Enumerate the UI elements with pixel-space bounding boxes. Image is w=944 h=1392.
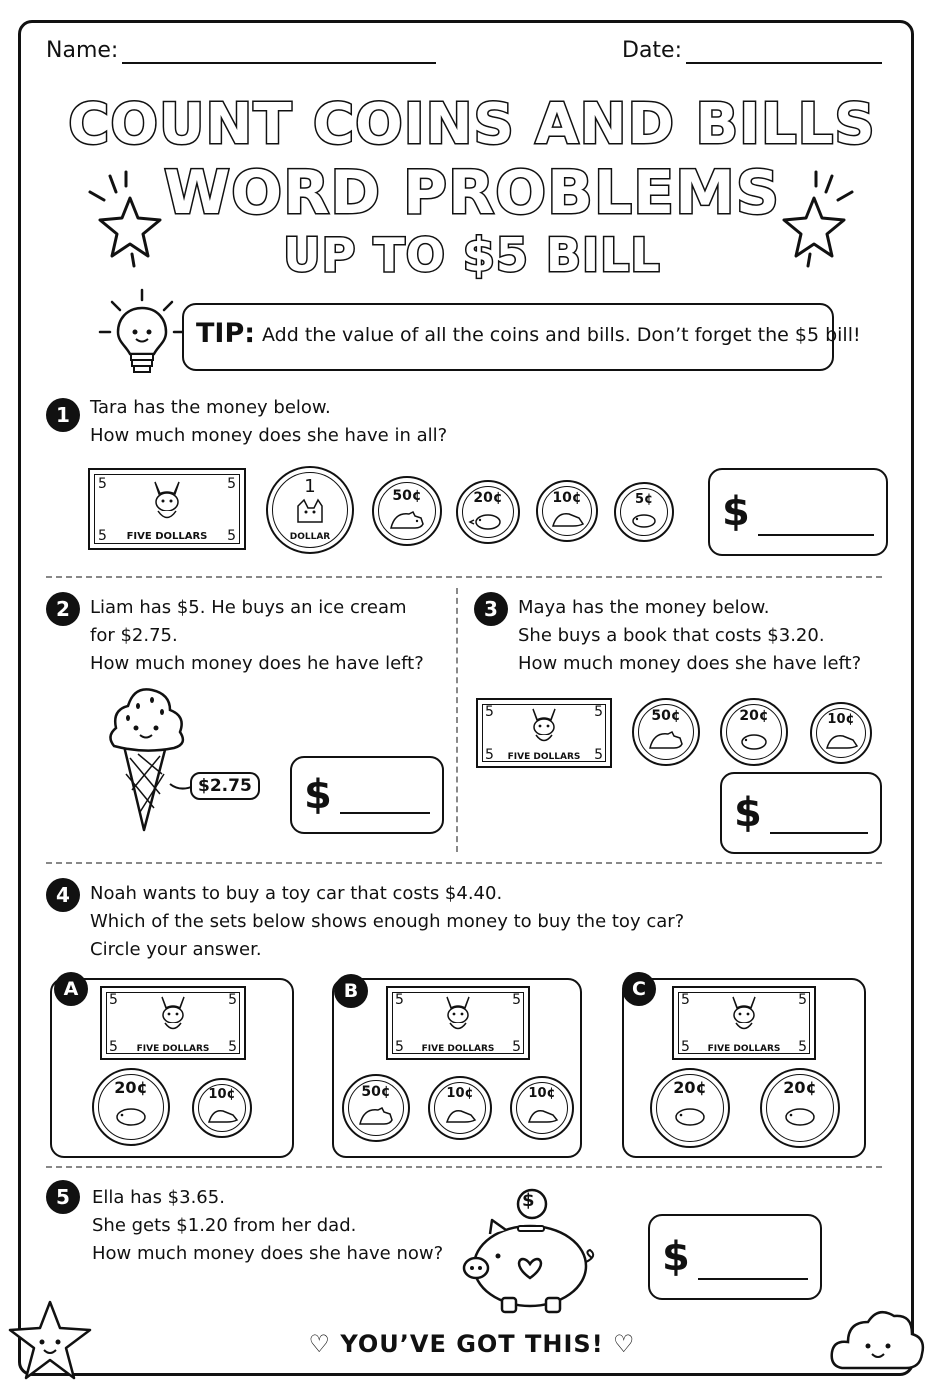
coin-50-cents: 50¢ bbox=[342, 1074, 410, 1142]
coin-50-cents: 50¢ bbox=[372, 476, 442, 546]
tip-label: TIP: bbox=[196, 318, 256, 349]
question-number-2: 2 bbox=[46, 592, 80, 626]
title-line-2: WORD PROBLEMS bbox=[163, 158, 781, 228]
divider bbox=[46, 576, 882, 578]
coin-20-cents: 20¢ bbox=[92, 1068, 170, 1146]
question-4-line-1: Noah wants to buy a toy car that costs $4.40. bbox=[90, 883, 503, 904]
question-number-5: 5 bbox=[46, 1180, 80, 1214]
five-dollar-bill: 5 5 5 5 FIVE DOLLARS bbox=[476, 698, 612, 768]
question-2-line-1: Liam has $5. He buys an ice cream bbox=[90, 597, 407, 618]
lightbulb-icon bbox=[98, 288, 184, 382]
question-number-3: 3 bbox=[474, 592, 508, 626]
star-icon-left bbox=[88, 170, 168, 270]
question-4-line-3: Circle your answer. bbox=[90, 939, 262, 960]
five-dollar-bill: 5 5 5 5 FIVE DOLLARS bbox=[88, 468, 246, 550]
question-number-1: 1 bbox=[46, 398, 80, 432]
echidna-icon bbox=[525, 1105, 559, 1125]
kangaroo-icon bbox=[526, 706, 562, 746]
title-line-3: UP TO $5 BILL bbox=[283, 228, 661, 282]
platypus-icon bbox=[778, 1104, 822, 1128]
option-b-badge: B bbox=[334, 974, 368, 1008]
title-line-1: COUNT COINS AND BILLS bbox=[68, 92, 876, 157]
question-3-line-1: Maya has the money below. bbox=[518, 597, 770, 618]
question-number-4: 4 bbox=[46, 878, 80, 912]
coin-50-cents: 50¢ bbox=[632, 698, 700, 766]
kangaroo-icon bbox=[440, 994, 476, 1034]
platypus-icon bbox=[734, 730, 774, 752]
platypus-icon bbox=[109, 1104, 153, 1128]
coin-10-cents: 10¢ bbox=[428, 1076, 492, 1140]
divider bbox=[46, 1166, 882, 1168]
tip-text: Add the value of all the coins and bills. Don’t forget the $5 bill! bbox=[262, 324, 861, 346]
answer-box-1[interactable]: $ bbox=[708, 468, 888, 556]
five-dollar-bill: 5 5 5 5 FIVE DOLLARS bbox=[672, 986, 816, 1060]
kangaroo-icon bbox=[147, 478, 187, 524]
question-5-line-2: She gets $1.20 from her dad. bbox=[92, 1215, 357, 1236]
platypus-icon bbox=[668, 1104, 712, 1128]
question-4-line-2: Which of the sets below shows enough money to buy the toy car? bbox=[90, 911, 685, 932]
price-tag: $2.75 bbox=[190, 772, 260, 800]
question-2-text bbox=[90, 594, 424, 678]
answer-box-2[interactable]: $ bbox=[290, 756, 444, 834]
question-2-line-3: How much money does he have left? bbox=[90, 653, 424, 674]
question-3-text bbox=[518, 594, 861, 678]
question-5-text bbox=[92, 1184, 443, 1268]
echidna-icon bbox=[549, 508, 585, 530]
divider-vertical bbox=[456, 588, 458, 852]
piggy-coin-symbol: $ bbox=[522, 1190, 535, 1211]
question-5-line-1: Ella has $3.65. bbox=[92, 1187, 225, 1208]
echidna-icon bbox=[205, 1105, 239, 1125]
coin-20-cents: 20¢ bbox=[760, 1068, 840, 1148]
hedgehog-icon bbox=[356, 1106, 396, 1128]
star-icon-right bbox=[774, 170, 854, 270]
coin-20-cents: 20¢ bbox=[456, 480, 520, 544]
option-a-badge: A bbox=[54, 972, 88, 1006]
coin-5-cents: 5¢ bbox=[614, 482, 674, 542]
footer-message: ♡ YOU’VE GOT THIS! ♡ bbox=[308, 1330, 636, 1358]
echidna-icon bbox=[443, 1105, 477, 1125]
coin-10-cents: 10¢ bbox=[810, 702, 872, 764]
question-3-line-3: How much money does she have left? bbox=[518, 653, 862, 674]
ice-cream-icon bbox=[104, 684, 190, 834]
date-field[interactable] bbox=[686, 62, 882, 64]
echidna-icon bbox=[823, 730, 859, 752]
question-2-line-2: for $2.75. bbox=[90, 625, 178, 646]
date-label: Date: bbox=[622, 38, 682, 63]
kangaroo-icon bbox=[726, 994, 762, 1034]
five-dollar-bill: 5 5 5 5 FIVE DOLLARS bbox=[386, 986, 530, 1060]
option-c-badge: C bbox=[622, 972, 656, 1006]
name-field[interactable] bbox=[122, 62, 436, 64]
question-1-line-2: How much money does she have in all? bbox=[90, 425, 448, 446]
coin-20-cents: 20¢ bbox=[720, 698, 788, 766]
divider bbox=[46, 862, 882, 864]
five-dollar-bill: 5 5 5 5 FIVE DOLLARS bbox=[100, 986, 246, 1060]
coin-20-cents: 20¢ bbox=[650, 1068, 730, 1148]
platypus-icon bbox=[626, 510, 662, 530]
hedgehog-icon bbox=[646, 730, 686, 752]
coin-10-cents: 10¢ bbox=[510, 1076, 574, 1140]
kangaroo-icon bbox=[155, 994, 191, 1034]
answer-box-5[interactable]: $ bbox=[648, 1214, 822, 1300]
name-label: Name: bbox=[46, 38, 119, 63]
question-4-text bbox=[90, 880, 684, 964]
question-3-line-2: She buys a book that costs $3.20. bbox=[518, 625, 825, 646]
coin-10-cents: 10¢ bbox=[192, 1078, 252, 1138]
answer-box-3[interactable]: $ bbox=[720, 772, 882, 854]
platypus-icon bbox=[468, 510, 508, 532]
coin-10-cents: 10¢ bbox=[536, 480, 598, 542]
question-1-text bbox=[90, 394, 447, 450]
wolf-icon bbox=[290, 496, 330, 526]
question-1-line-1: Tara has the money below. bbox=[90, 397, 331, 418]
dollar-coin: 1 DOLLAR bbox=[266, 466, 354, 554]
question-5-line-3: How much money does she have now? bbox=[92, 1243, 444, 1264]
hedgehog-icon bbox=[387, 510, 427, 532]
